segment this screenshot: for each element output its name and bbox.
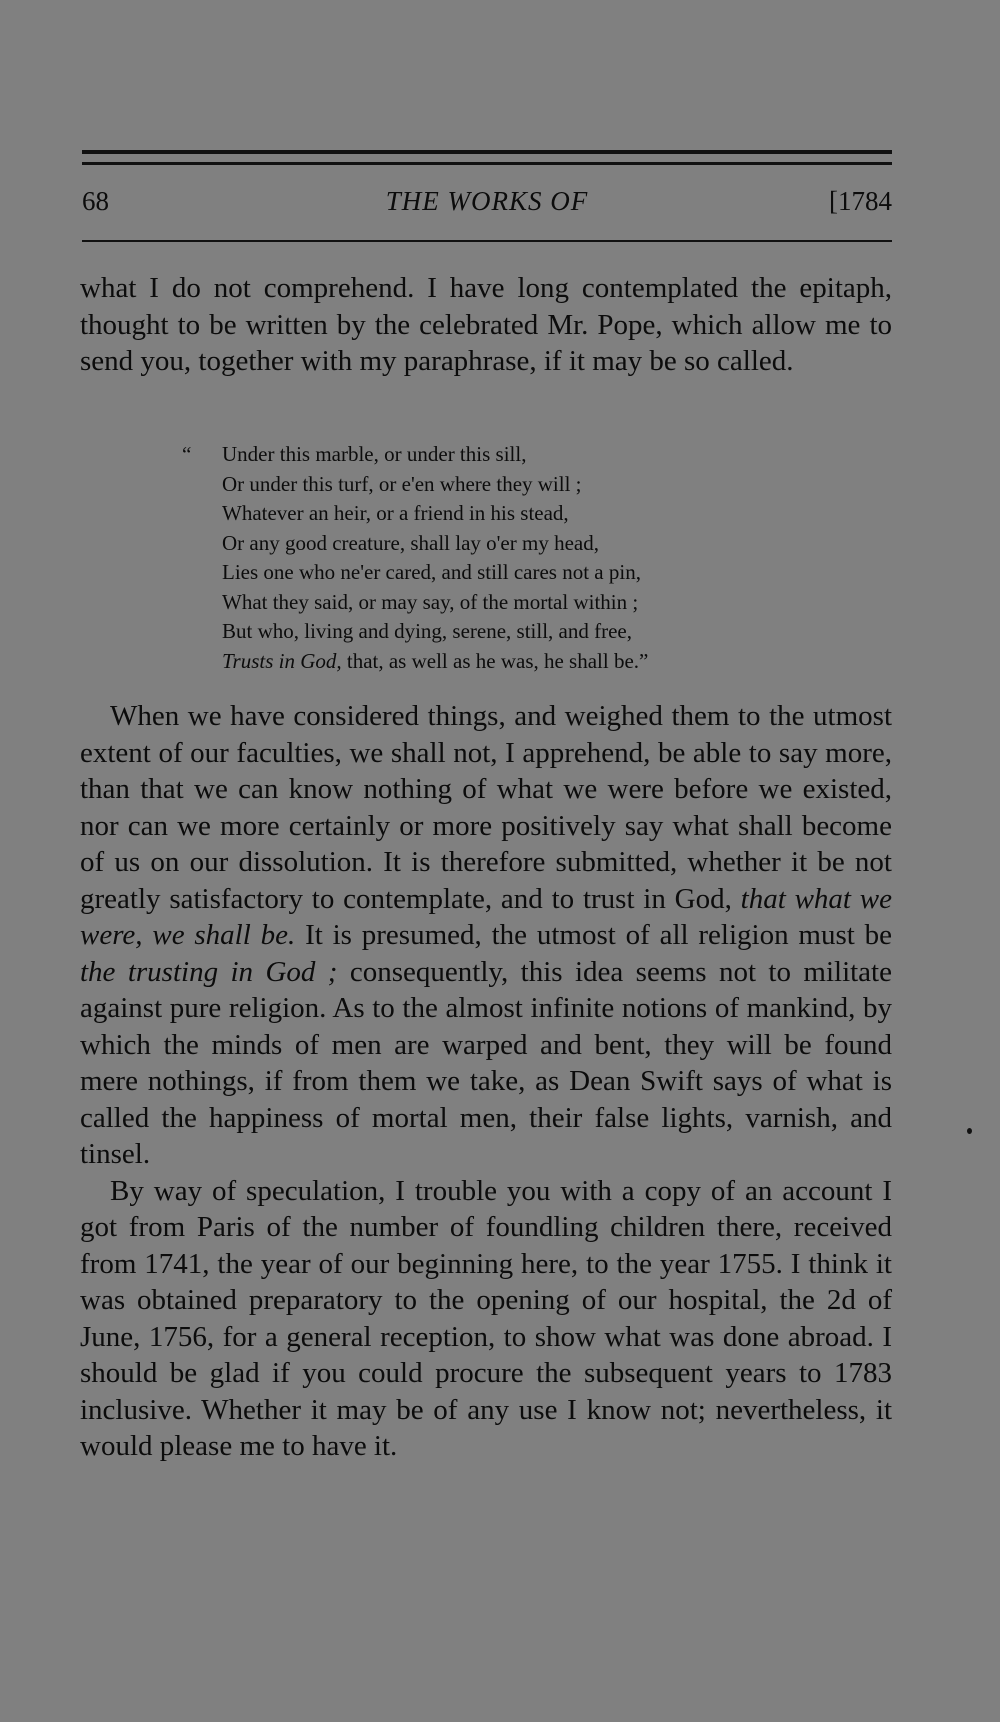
poem-line-last: Trusts in God, that, as well as he was, he shall be.” xyxy=(222,648,649,673)
running-year: [1784 xyxy=(829,186,892,216)
top-double-rule-upper xyxy=(82,150,892,154)
top-double-rule-lower xyxy=(82,162,892,165)
body-text xyxy=(80,698,892,1465)
page-number: 68 xyxy=(82,186,109,216)
poem-line: What they said, or may say, of the mortal within ; xyxy=(222,589,639,614)
poem-line: Or under this turf, or e'en where they will ; xyxy=(222,471,582,496)
poem-line: Whatever an heir, or a friend in his stead, xyxy=(222,501,569,525)
intro-paragraph xyxy=(80,270,892,380)
paragraph-considered-things: When we have considered things, and weighed them to the utmost extent of our faculties, we shall not, I apprehend, be able to say more, than that we can know nothing of what we were before we existed, nor can we more certainly or more positively say what shall become of us on our dissolution. It is therefore submitted, whether it be not greatly satisfactory to contemplate, and to trust in God, that what we were, we shall be. It is presumed, the utmost of all religion must be the trusting in God ; consequently, this idea seems not to militate against pure religion. As to the almost infinite notions of mankind, by which the minds of men are warped and bent, they will be found mere nothings, if from them we take, as Dean Swift says of what is called the happiness of mortal men, their false lights, varnish, and tinsel. xyxy=(80,700,892,1170)
poem-line: “ Under this marble, or under this sill, xyxy=(222,440,862,470)
italic-phrase: that what we were, we shall be. xyxy=(80,882,892,951)
running-head xyxy=(82,186,892,226)
header-rule xyxy=(82,240,892,242)
intro-text: what I do not comprehend. I have long contemplated the epitaph, thought to be written by the celebrated Mr. Pope, which allow me to send you, together with my paraphrase, if it may be so called. xyxy=(80,272,892,377)
poem-italic-phrase: Trusts in God, xyxy=(222,648,342,673)
poem-line: Or any good creature, shall lay o'er my head, xyxy=(222,530,599,555)
running-title: THE WORKS OF xyxy=(385,186,589,216)
open-quote: “ xyxy=(182,442,192,466)
poem-line: But who, living and dying, serene, still, and free, xyxy=(222,619,633,643)
paragraph-speculation: By way of speculation, I trouble you with a copy of an account I got from Paris of the number of foundling children there, received from 1741, the year of our beginning here, to the year 1755. I think it was obtained preparatory to the opening of our hospital, the 2d of June, 1756, for a general reception, to show what was done abroad. I should be glad if you could procure the subsequent years to 1783 inclusive. Whether it may be of any use I know not; nevertheless, it would please me to have it. xyxy=(80,1174,892,1462)
italic-phrase: the trusting in God ; xyxy=(80,955,338,988)
poem-line: Lies one who ne'er cared, and still cares not a pin, xyxy=(222,560,641,584)
epitaph-poem xyxy=(182,440,862,676)
ink-speck xyxy=(967,1128,972,1134)
